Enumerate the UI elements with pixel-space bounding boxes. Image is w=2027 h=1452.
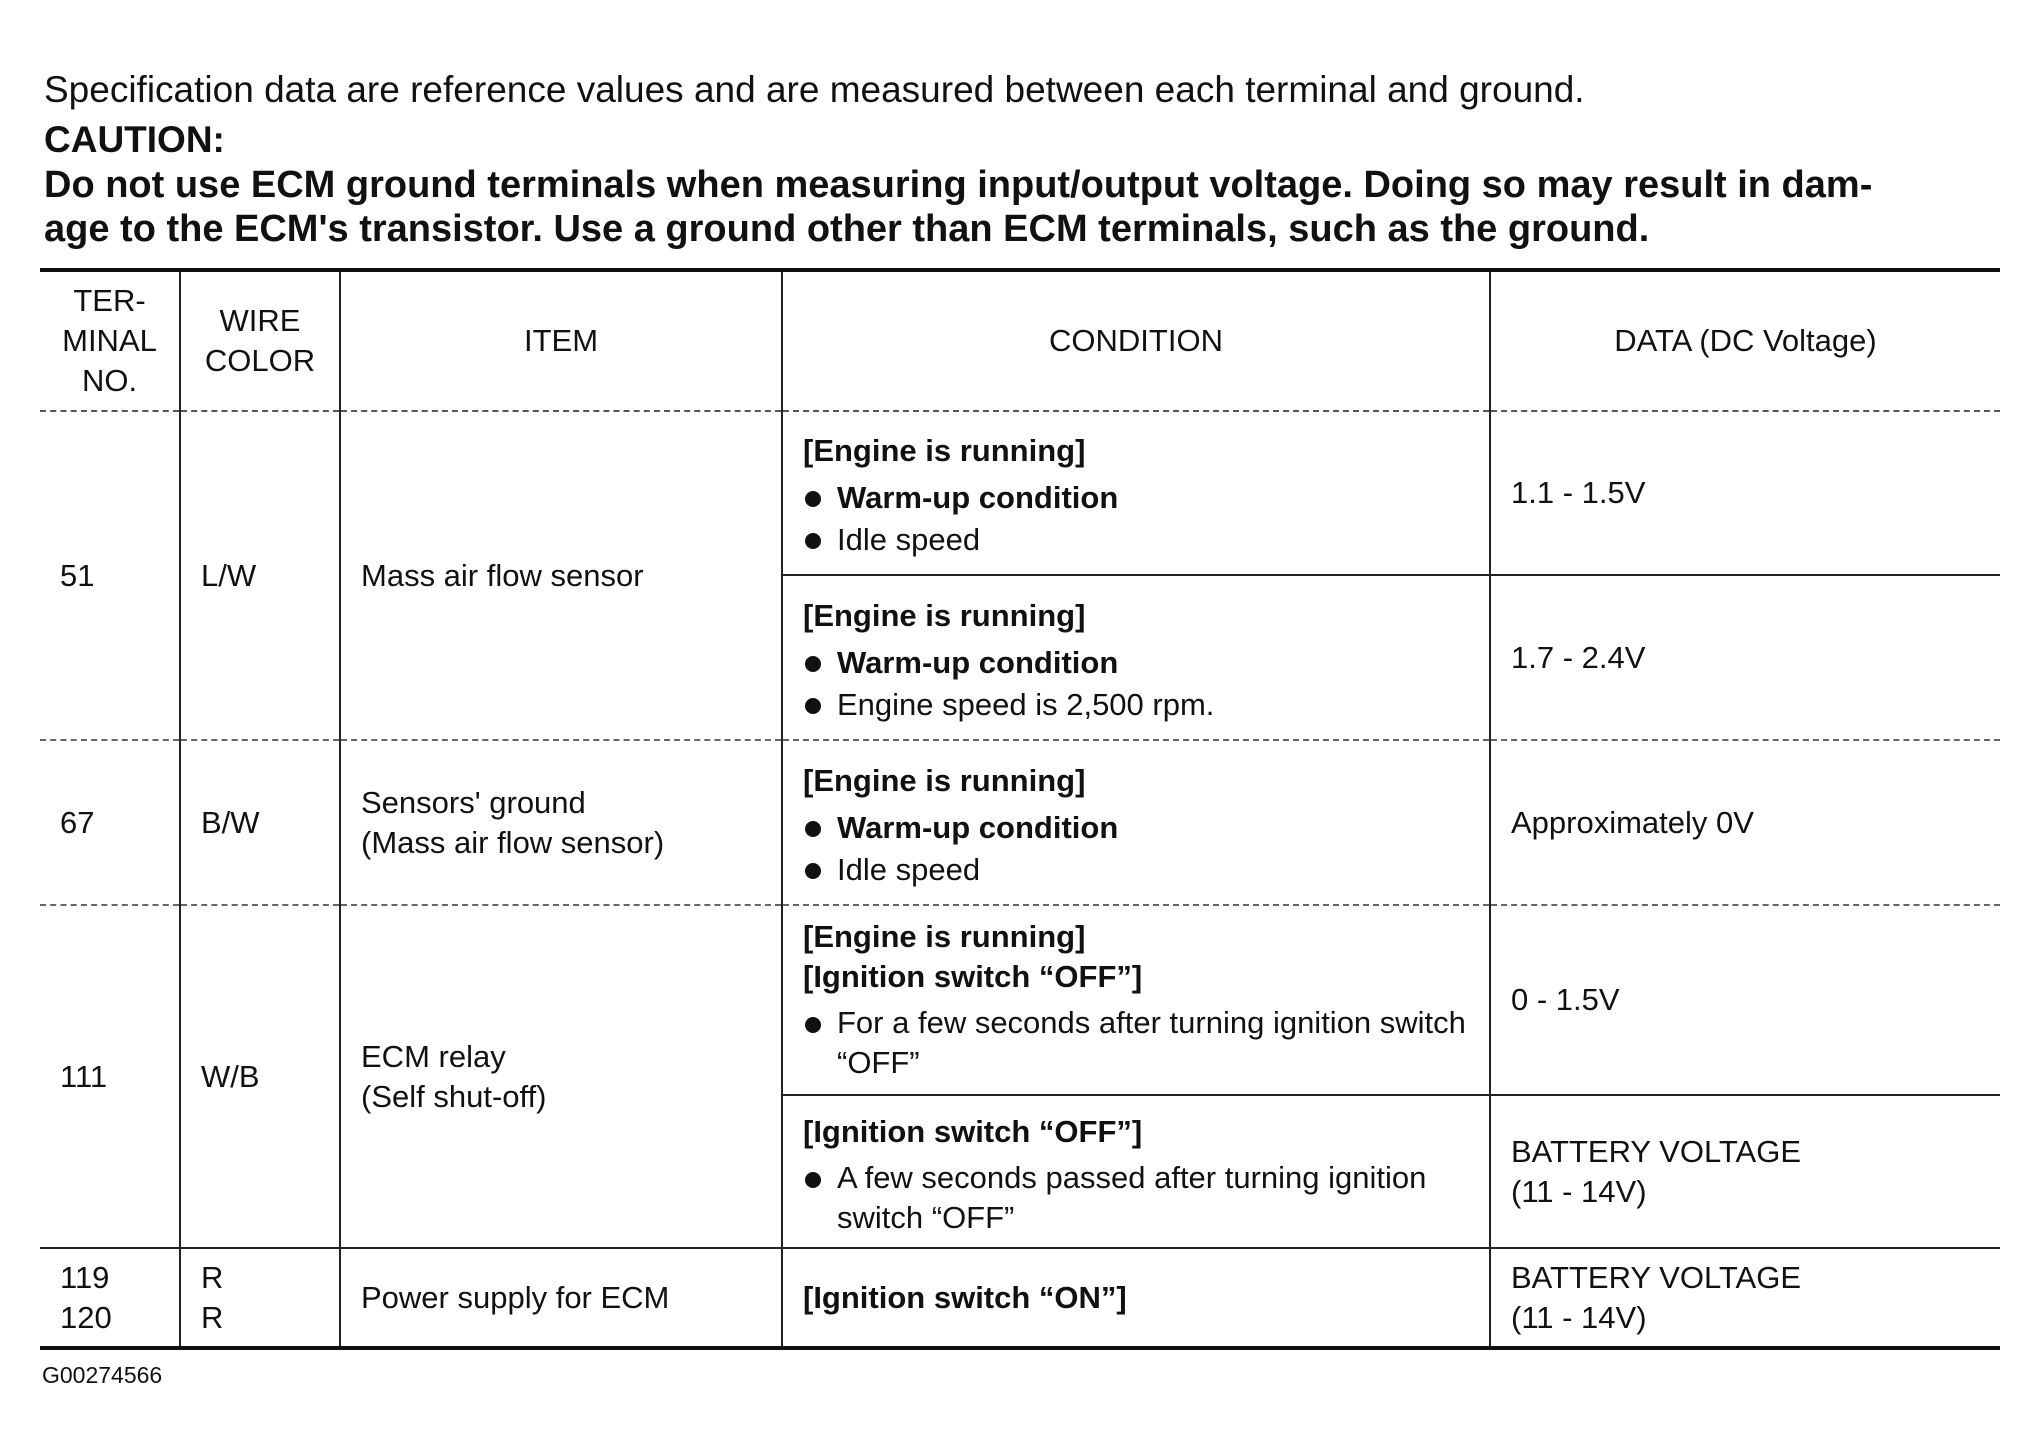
data-line: BATTERY VOLTAGE: [1511, 1133, 1801, 1169]
condition-head: [Engine is running]: [803, 433, 1086, 468]
condition-head: [Engine is running]: [803, 762, 1086, 798]
condition-cell: [782, 411, 1490, 575]
data-cell: [1490, 905, 2000, 1095]
intro-text: Specification data are reference values and are measured between each terminal and ground.: [44, 69, 1585, 110]
condition-bullet: For a few seconds after turning ignition switch “OFF”: [803, 1003, 1469, 1083]
wire-color-cell: W/B: [180, 905, 340, 1248]
table-header-row: [40, 270, 2000, 411]
header-line: NO.: [81, 363, 138, 398]
data-cell: [1490, 411, 2000, 575]
header-item: ITEM: [340, 270, 782, 411]
terminal-no-cell: 67: [40, 740, 180, 905]
condition-bullet: Warm-up condition: [803, 642, 1469, 684]
condition-head: [Ignition switch “ON”]: [803, 1279, 1127, 1315]
condition-head-line: [Ignition switch “OFF”]: [803, 959, 1143, 994]
condition-cell: [782, 575, 1490, 740]
data-line: 1.1 - 1.5V: [1511, 475, 1646, 510]
item-line: Mass air flow sensor: [361, 557, 644, 593]
condition-cell: [782, 905, 1490, 1095]
terminal-spec-table: [40, 268, 2000, 1350]
header-line: TER-: [73, 283, 146, 318]
caution-line: Do not use ECM ground terminals when measuring input/output voltage. Doing so may result in dam-: [44, 164, 1873, 206]
table-row: [40, 411, 2000, 575]
condition-bullet: Idle speed: [803, 519, 1469, 561]
wire-color-cell: B/W: [180, 740, 340, 905]
wire-color-cell: R R: [180, 1248, 340, 1348]
item-line: (Self shut-off): [361, 1078, 547, 1114]
header-line: MINAL: [62, 323, 157, 358]
item-cell: [340, 411, 782, 740]
wire-color-cell: L/W: [180, 411, 340, 740]
table-row: [40, 1248, 2000, 1348]
condition-bullet: Idle speed: [803, 849, 1469, 891]
condition-head: [Engine is running]: [803, 597, 1086, 633]
condition-head: [Ignition switch “OFF”]: [803, 1113, 1143, 1149]
caution-heading: CAUTION:: [44, 119, 225, 160]
condition-bullet: A few seconds passed after turning ignition switch “OFF”: [803, 1158, 1469, 1238]
item-line: Power supply for ECM: [361, 1279, 670, 1315]
data-line: Approximately 0V: [1511, 804, 1754, 840]
data-line: 1.7 - 2.4V: [1511, 639, 1646, 675]
terminal-no-cell: 51: [40, 411, 180, 740]
header-terminal-no: [40, 270, 180, 411]
condition-bullet: Warm-up condition: [803, 807, 1469, 849]
caution-text: [44, 163, 2004, 251]
item-line: (Mass air flow sensor): [361, 824, 665, 860]
terminal-no-cell: 119 120: [40, 1248, 180, 1348]
table-row: [40, 905, 2000, 1095]
condition-head-line: [Engine is running]: [803, 919, 1086, 954]
terminal-no-cell: 111: [40, 905, 180, 1248]
data-line: (11 - 14V): [1511, 1173, 1647, 1209]
data-line: BATTERY VOLTAGE: [1511, 1259, 1801, 1295]
data-line: 0 - 1.5V: [1511, 982, 1620, 1017]
header-wire-color: [180, 270, 340, 411]
data-line: (11 - 14V): [1511, 1299, 1647, 1335]
header-line: WIRE: [219, 303, 301, 338]
header-line: COLOR: [204, 343, 316, 378]
condition-cell: [782, 1248, 1490, 1348]
item-line: ECM relay: [361, 1038, 506, 1074]
table-row: [40, 740, 2000, 905]
data-cell: [1490, 740, 2000, 905]
data-cell: [1490, 1095, 2000, 1248]
item-cell: [340, 1248, 782, 1348]
caution-line: age to the ECM's transistor. Use a ground other than ECM terminals, such as the ground.: [44, 208, 1650, 250]
figure-code: G00274566: [42, 1362, 163, 1388]
item-cell: [340, 740, 782, 905]
condition-head: [803, 917, 1469, 997]
header-data: DATA (DC Voltage): [1490, 270, 2000, 411]
item-line: Sensors' ground: [361, 784, 586, 820]
header-condition: CONDITION: [782, 270, 1490, 411]
data-cell: [1490, 1248, 2000, 1348]
condition-bullet: Engine speed is 2,500 rpm.: [803, 684, 1469, 726]
data-cell: [1490, 575, 2000, 740]
condition-cell: [782, 1095, 1490, 1248]
condition-cell: [782, 740, 1490, 905]
condition-bullet: Warm-up condition: [803, 477, 1469, 519]
item-cell: [340, 905, 782, 1248]
